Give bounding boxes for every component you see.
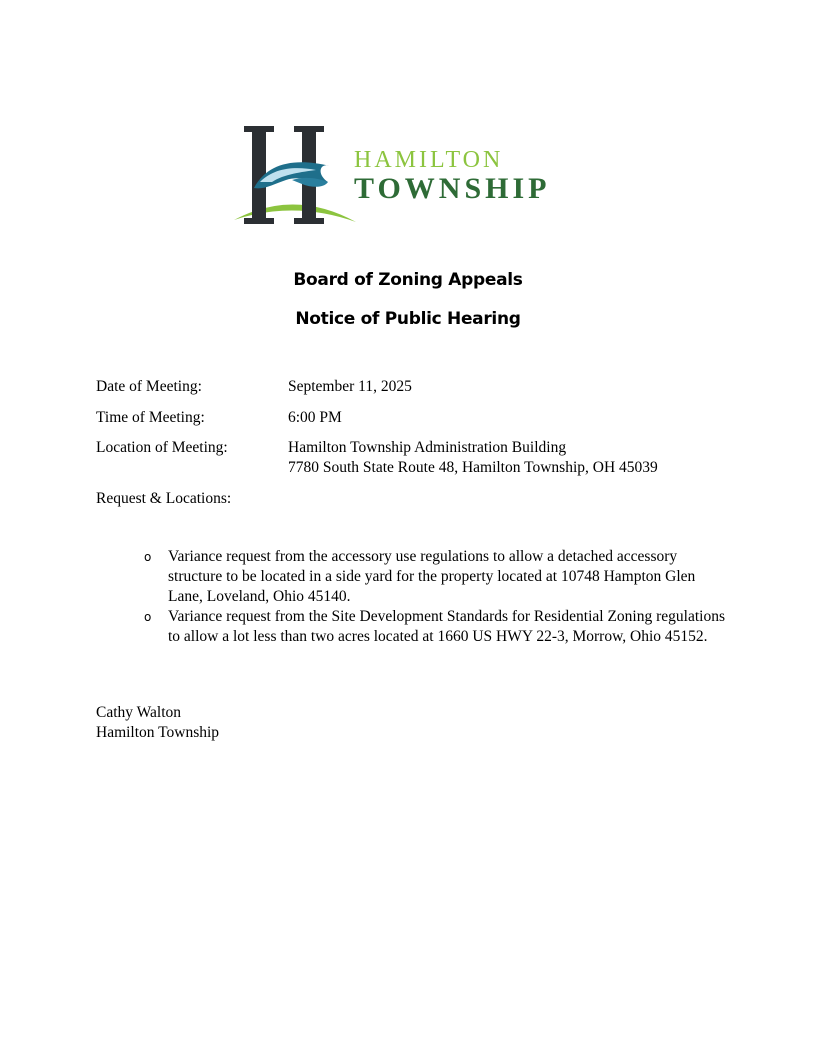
bullet-marker: o <box>144 610 152 624</box>
logo-line-1: HAMILTON <box>354 147 504 173</box>
page-subtitle: Notice of Public Hearing <box>295 309 521 329</box>
list-item <box>140 607 730 647</box>
signature-organization: Hamilton Township <box>96 724 220 741</box>
request-text: Variance request from the Site Development Standards for Residential Zoning regulations to allow a lot less than two acres located at 1660 US HWY 22-3, Morrow, Ohio 45152. <box>168 608 725 645</box>
location-line-1: Hamilton Township Administration Building <box>288 439 567 456</box>
time-value: 6:00 PM <box>288 409 342 426</box>
date-label: Date of Meeting: <box>96 378 202 395</box>
page-title: Board of Zoning Appeals <box>293 270 523 290</box>
requests-label: Request & Locations: <box>96 490 232 507</box>
logo-line-2: TOWNSHIP <box>354 172 551 205</box>
time-label: Time of Meeting: <box>96 409 205 426</box>
request-text: Variance request from the accessory use regulations to allow a detached accessory structure to be located in a side yard for the property located at 10748 Hampton Glen Lane, Loveland, Ohio 45140. <box>168 548 696 605</box>
location-line-2: 7780 South State Route 48, Hamilton Township, OH 45039 <box>288 459 658 476</box>
location-label: Location of Meeting: <box>96 439 228 456</box>
hamilton-township-logo <box>232 122 584 226</box>
location-value <box>288 438 658 478</box>
signature-block <box>96 703 219 743</box>
date-value: September 11, 2025 <box>288 378 412 395</box>
bullet-marker: o <box>144 550 152 564</box>
signature-name: Cathy Walton <box>96 704 182 721</box>
list-item <box>140 547 730 607</box>
request-list <box>140 547 730 647</box>
